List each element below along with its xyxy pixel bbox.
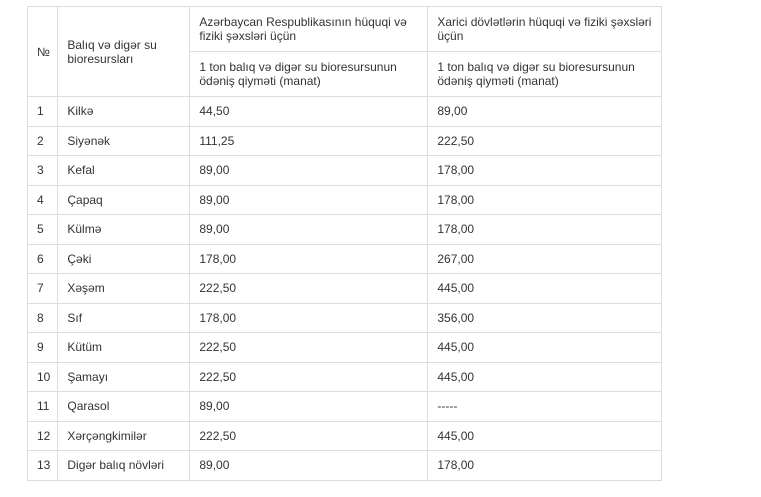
- table-row: [28, 303, 662, 333]
- row-number: 13: [28, 451, 58, 481]
- row-price-foreign: 267,00: [428, 244, 662, 274]
- header-number: №: [28, 7, 58, 97]
- row-price-foreign: 445,00: [428, 421, 662, 451]
- row-price-foreign: 89,00: [428, 97, 662, 127]
- row-price-foreign: 178,00: [428, 215, 662, 245]
- row-price-foreign: 445,00: [428, 333, 662, 363]
- row-number: 2: [28, 126, 58, 156]
- header-price-az: 1 ton balıq və digər su bioresursunun ödəniş qiyməti (manat): [190, 52, 428, 97]
- row-price-az: 222,50: [190, 362, 428, 392]
- row-price-foreign: 178,00: [428, 156, 662, 186]
- row-number: 10: [28, 362, 58, 392]
- header-price-foreign: 1 ton balıq və digər su bioresursunun ödəniş qiyməti (manat): [428, 52, 662, 97]
- header-resource: Balıq və digər su bioresursları: [58, 7, 190, 97]
- row-price-foreign: -----: [428, 392, 662, 422]
- row-resource-name: Çəki: [58, 244, 190, 274]
- row-number: 12: [28, 421, 58, 451]
- row-number: 6: [28, 244, 58, 274]
- row-price-az: 89,00: [190, 392, 428, 422]
- row-price-az: 222,50: [190, 274, 428, 304]
- row-number: 1: [28, 97, 58, 127]
- row-number: 8: [28, 303, 58, 333]
- row-price-az: 89,00: [190, 156, 428, 186]
- row-number: 4: [28, 185, 58, 215]
- table-row: [28, 215, 662, 245]
- row-resource-name: Kilkə: [58, 97, 190, 127]
- row-number: 7: [28, 274, 58, 304]
- row-resource-name: Külmə: [58, 215, 190, 245]
- row-price-az: 89,00: [190, 451, 428, 481]
- table-row: [28, 185, 662, 215]
- price-table: [27, 6, 662, 481]
- row-resource-name: Çapaq: [58, 185, 190, 215]
- row-resource-name: Qarasol: [58, 392, 190, 422]
- table-row: [28, 392, 662, 422]
- row-resource-name: Xərçəngkimilər: [58, 421, 190, 451]
- row-resource-name: Siyənək: [58, 126, 190, 156]
- price-table-container: [27, 6, 662, 481]
- row-price-foreign: 222,50: [428, 126, 662, 156]
- table-row: [28, 274, 662, 304]
- table-row: [28, 97, 662, 127]
- row-number: 5: [28, 215, 58, 245]
- row-resource-name: Şamayı: [58, 362, 190, 392]
- table-row: [28, 451, 662, 481]
- table-row: [28, 244, 662, 274]
- row-price-az: 111,25: [190, 126, 428, 156]
- row-price-foreign: 356,00: [428, 303, 662, 333]
- row-resource-name: Sıf: [58, 303, 190, 333]
- row-price-foreign: 178,00: [428, 451, 662, 481]
- table-row: [28, 333, 662, 363]
- row-number: 3: [28, 156, 58, 186]
- row-price-az: 222,50: [190, 421, 428, 451]
- row-resource-name: Kütüm: [58, 333, 190, 363]
- table-row: [28, 156, 662, 186]
- table-row: [28, 362, 662, 392]
- table-body: [28, 97, 662, 481]
- header-row-1: [28, 7, 662, 52]
- header-foreign: Xarici dövlətlərin hüquqi və fiziki şəxsləri üçün: [428, 7, 662, 52]
- table-row: [28, 421, 662, 451]
- table-row: [28, 126, 662, 156]
- row-resource-name: Digər balıq növləri: [58, 451, 190, 481]
- row-number: 9: [28, 333, 58, 363]
- row-price-foreign: 445,00: [428, 362, 662, 392]
- header-azerbaijan: Azərbaycan Respublikasının hüquqi və fiziki şəxsləri üçün: [190, 7, 428, 52]
- row-price-az: 178,00: [190, 244, 428, 274]
- row-price-foreign: 445,00: [428, 274, 662, 304]
- row-price-az: 222,50: [190, 333, 428, 363]
- row-price-az: 89,00: [190, 215, 428, 245]
- row-resource-name: Xəşəm: [58, 274, 190, 304]
- row-number: 11: [28, 392, 58, 422]
- row-price-foreign: 178,00: [428, 185, 662, 215]
- row-price-az: 178,00: [190, 303, 428, 333]
- row-price-az: 44,50: [190, 97, 428, 127]
- row-price-az: 89,00: [190, 185, 428, 215]
- row-resource-name: Kefal: [58, 156, 190, 186]
